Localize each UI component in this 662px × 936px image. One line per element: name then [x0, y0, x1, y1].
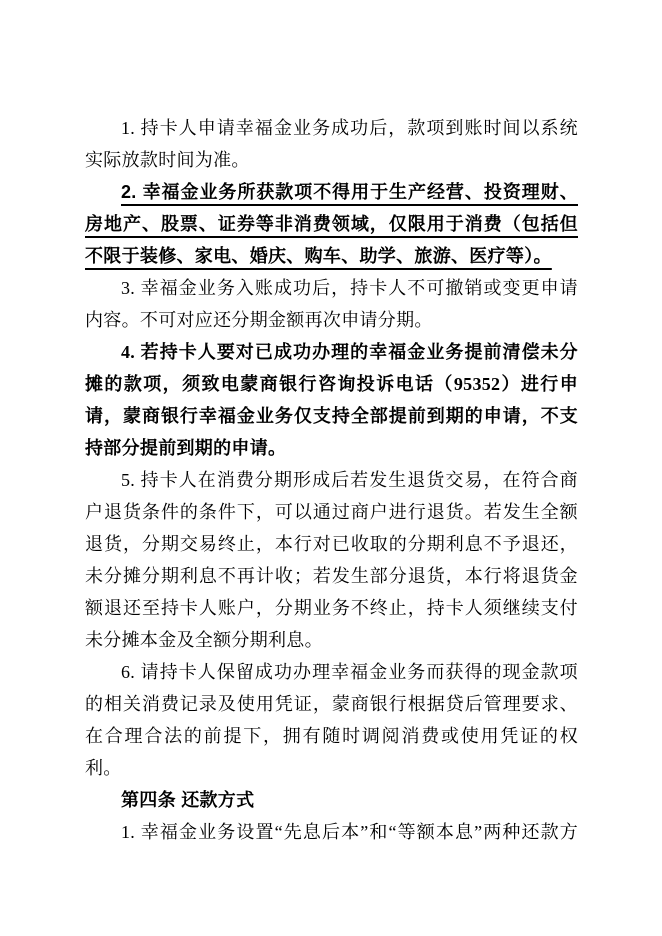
paragraph-1-disbursement-time: 1. 持卡人申请幸福金业务成功后，款项到账时间以系统实际放款时间为准。 — [85, 118, 578, 170]
paragraph-7-repayment-methods-first-line: 1. 幸福金业务设置“先息后本”和“等额本息”两种还款方 — [121, 822, 578, 842]
paragraph-5-refund-rules: 5. 持卡人在消费分期形成后若发生退货交易，在符合商户退货条件的条件下，可以通过商户进行退货。若发生全额退货，分期交易终止，本行对已收取的分期利息不予退还，未分摊分期利息不再计收；若发生部分退货，本行将退货金额退还至持卡人账户，分期业务不终止，持卡人须继续支付未分摊本金及全额分期利息。 — [85, 470, 578, 650]
paragraph-3-no-cancellation: 3. 幸福金业务入账成功后，持卡人不可撤销或变更申请内容。不可对应还分期金额再次申请分期。 — [85, 278, 578, 330]
document-text-body — [85, 112, 578, 848]
paragraph-2-restricted-use: 2. 幸福金业务所获款项不得用于生产经营、投资理财、房地产、股票、证券等非消费领域，仅限用于消费（包括但不限于装修、家电、婚庆、购车、助学、旅游、医疗等）。 — [85, 182, 578, 266]
section-heading-article-4-repayment: 第四条 还款方式 — [121, 790, 255, 810]
paragraph-4-early-settlement: 4. 若持卡人要对已成功办理的幸福金业务提前清偿未分摊的款项，须致电蒙商银行咨询投诉电话（95352）进行申请，蒙商银行幸福金业务仅支持全部提前到期的申请，不支持部分提前到期的申请。 — [85, 342, 578, 458]
paragraph-6-voucher-retention: 6. 请持卡人保留成功办理幸福金业务而获得的现金款项的相关消费记录及使用凭证，蒙商银行根据贷后管理要求、在合理合法的前提下，拥有随时调阅消费或使用凭证的权利。 — [85, 662, 578, 778]
